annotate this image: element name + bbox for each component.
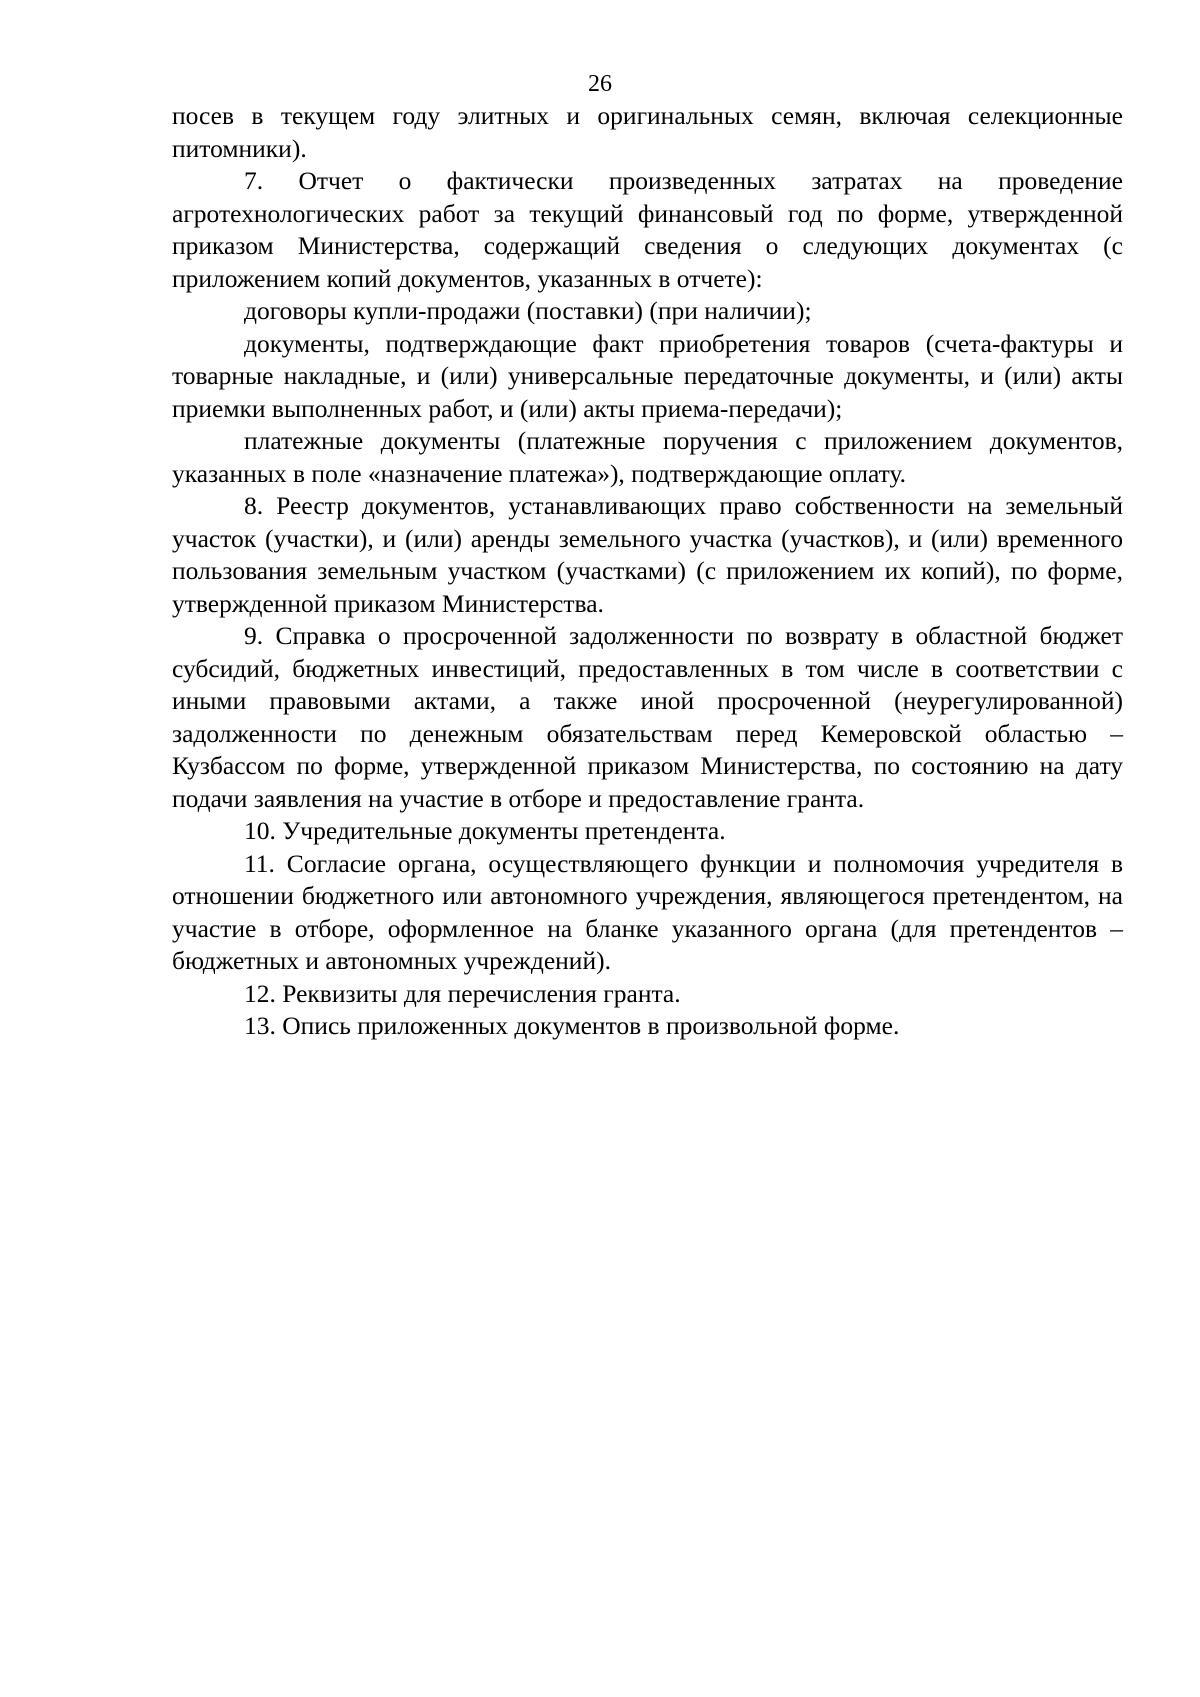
paragraph-item-9: 9. Справка о просроченной задолженности по возврату в областной бюджет субсидий, бюджетных инвестиций, предоставленных в том числе в соответствии с иными правовыми актами, а также иной просроченной (неурегулированной) задолженности по денежным обязательствам перед Кемеровской областью – Кузбассом по форме, утвержденной приказом Министерства, по состоянию на дату подачи заявления на участие в отборе и предоставление гранта. <box>172 621 1123 813</box>
paragraph-item-8: 8. Реестр документов, устанавливающих право собственности на земельный участок (участки), и (или) аренды земельного участка (участков), и (или) временного пользования земельным участком (участками) (с приложением их копий), по форме, утвержденной приказом Министерства. <box>172 491 1123 618</box>
paragraph-item-13: 13. Опись приложенных документов в произвольной форме. <box>244 1011 900 1040</box>
page-number: 26 <box>588 71 612 97</box>
paragraph-continuation: посев в текущем году элитных и оригинальных семян, включая селекционные питомники). <box>172 101 1123 163</box>
paragraph-payment-documents: платежные документы (платежные поручения с приложением документов, указанных в поле «назначение платежа»), подтверждающие оплату. <box>172 426 1123 488</box>
paragraph-item-12: 12. Реквизиты для перечисления гранта. <box>244 978 681 1008</box>
paragraph-item-7: 7. Отчет о фактически произведенных затратах на проведение агротехнологических работ за текущий финансовый год по форме, утвержденной приказом Министерства, содержащий сведения о следующих документах (с приложением копий документов, указанных в отчете): <box>172 166 1123 293</box>
paragraph-item-11: 11. Согласие органа, осуществляющего функции и полномочия учредителя в отношении бюджетного или автономного учреждения, являющегося претендентом, на участие в отборе, оформленное на бланке указанного органа (для претендентов – бюджетных и автономных учреждений). <box>172 848 1123 975</box>
paragraph-purchase-contracts: договоры купли-продажи (поставки) (при наличии); <box>244 296 812 325</box>
document-body <box>172 100 1123 1043</box>
paragraph-item-10: 10. Учредительные документы претендента. <box>244 816 726 845</box>
paragraph-purchase-documents: документы, подтверждающие факт приобретения товаров (счета-фактуры и товарные накладные, и (или) универсальные передаточные документы, и (или) акты приемки выполненных работ, и (или) акты приема-передачи); <box>172 328 1123 423</box>
